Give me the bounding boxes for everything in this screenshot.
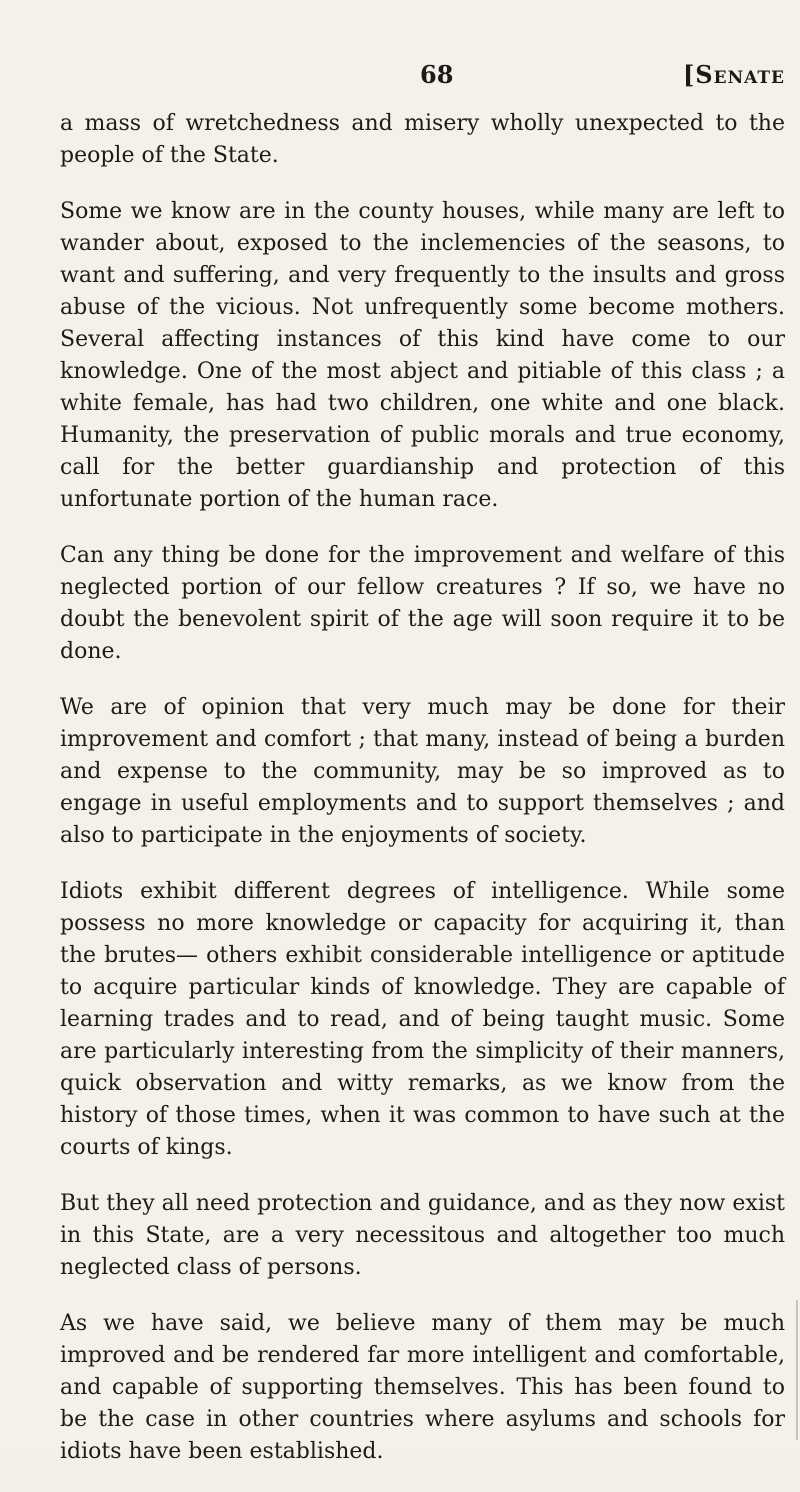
- paragraph: Can any thing be done for the improvement and welfare of this neglected portion of our fellow creatures ? If so, we have no doubt the benevolent spirit of the age will soon require it to be done.: [60, 543, 785, 664]
- paragraph: a mass of wretchedness and misery wholly unexpected to the people of the State.: [60, 111, 785, 168]
- page-edge-shadow: [796, 1300, 798, 1440]
- body-text: [60, 108, 785, 1492]
- page-number: 68: [420, 60, 454, 89]
- paragraph: We are of opinion that very much may be done for their improvement and comfort ; that many, instead of being a burden and expense to the community, may be so improved as to engage in useful employments and to support themselves ; and also to participate in the enjoyments of society.: [60, 695, 785, 848]
- paragraph: But they all need protection and guidance, and as they now exist in this State, are a very necessitous and altogether too much neglected class of persons.: [60, 1191, 785, 1280]
- page-header: [60, 60, 785, 100]
- paragraph: As we have said, we believe many of them may be much improved and be rendered far more intelligent and comfortable, and capable of supporting themselves. This has been found to be the case in other countries where asylums and schools for idiots have been established.: [60, 1311, 785, 1464]
- paragraph: Idiots exhibit different degrees of intelligence. While some possess no more knowledge or capacity for acquiring it, than the brutes— others exhibit considerable intelligence or aptitude to acquire particular kinds of knowledge. They are capable of learning trades and to read, and of being taught music. Some are particularly interesting from the simplicity of their manners, quick observation and witty remarks, as we know from the history of those times, when it was common to have such at the courts of kings.: [60, 879, 785, 1160]
- running-head: [Senate: [682, 60, 785, 89]
- paragraph: Some we know are in the county houses, while many are left to wander about, exposed to the inclemencies of the seasons, to want and suffering, and very frequently to the insults and gross abuse of the vicious. Not unfrequently some become mothers. Several affecting instances of this kind have come to our knowledge. One of the most abject and pitiable of this class ; a white female, has had two children, one white and one black. Humanity, the preservation of public morals and true economy, call for the better guardianship and protection of this unfortunate portion of the human race.: [60, 199, 785, 512]
